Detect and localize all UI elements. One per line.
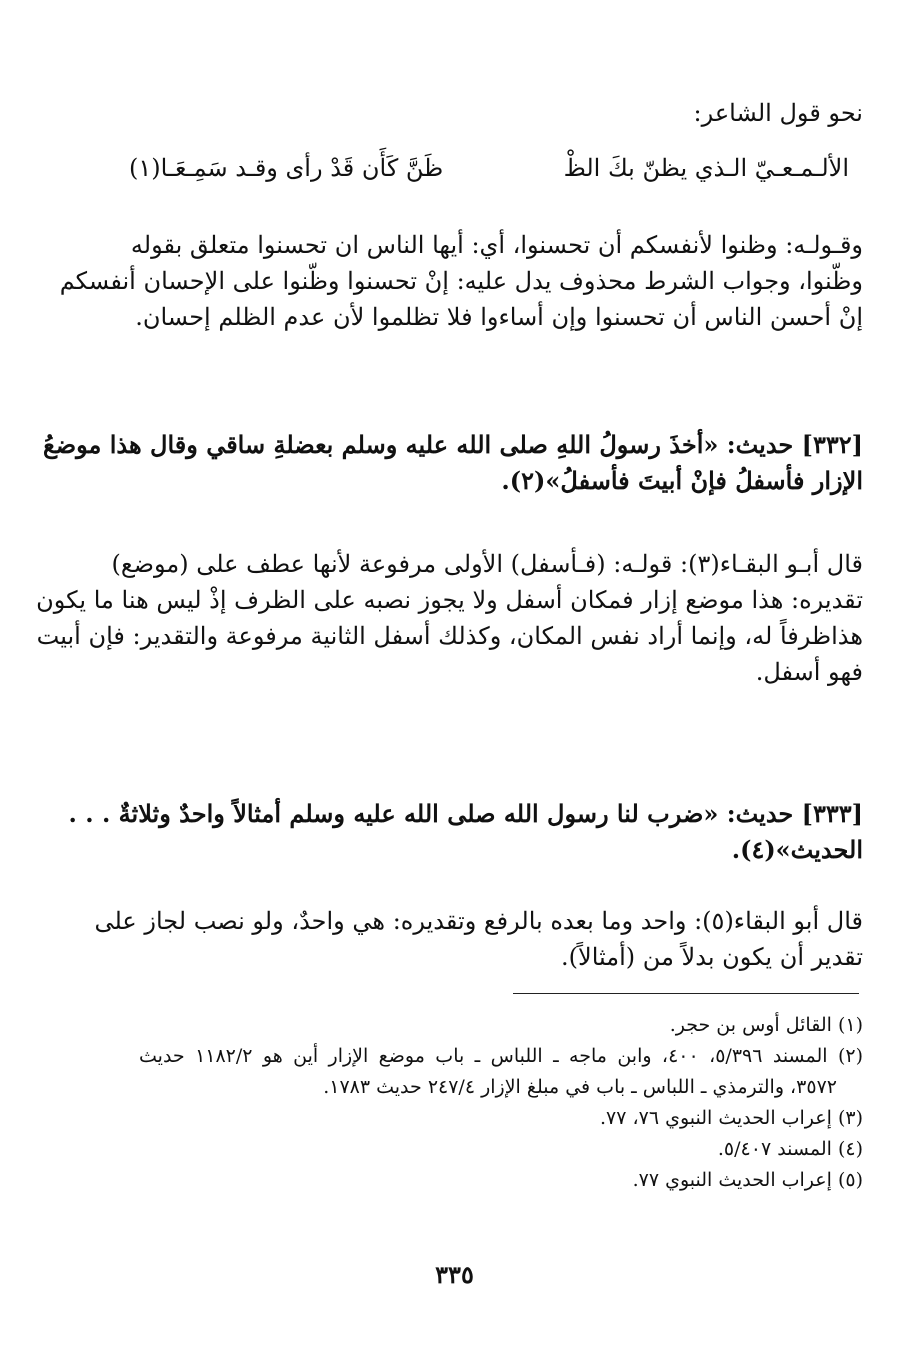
footnote-3: (٣) إعراب الحديث النبوي ٧٦، ٧٧. [599,1107,863,1129]
intro-line [141,95,863,131]
footnotes [139,1010,863,1196]
paragraph-line: إنْ أحسن الناس أن تحسنوا وإن أساءوا فلا تظلموا لأن عدم الظلم إحسان. [135,303,863,331]
paragraph-commentary-2 [36,546,863,690]
paragraph-commentary-3 [94,903,863,975]
hadith-line: [٣٣٢] حديث: «أخذَ رسولُ اللهِ صلى الله عليه وسلم بعضلةِ ساقي وقال هذا موضعُ [42,430,863,459]
poem-first-hemistich: الألـمـعـيّ الـذي يظنّ بكَ الظْ [563,154,849,182]
paragraph-line: تقدير أن يكون بدلاً من (أمثالاً). [561,943,863,971]
hadith-line: الحديث»(٤). [731,835,863,864]
footnote-separator [513,993,859,994]
poem-second-hemistich: ظَنَّ كَأَن قَدْ رأى وقـد سَمِـعَـا(١) [129,154,444,182]
footnote-2: (٢) المسند ٥/٣٩٦، ٤٠٠، وابن ماجه ـ اللباس ـ باب موضع الإزار أين هو ١١٨٢/٢ حديث [139,1045,863,1067]
footnote-4: (٤) المسند ٥/٤٠٧. [717,1138,863,1160]
page-number: ٣٣٥ [435,1260,474,1289]
hadith-line: الإزار فأسفلُ فإنْ أبيتَ فأسفلُ»(٢). [501,466,863,495]
hadith-332 [42,427,863,499]
intro-text: نحو قول الشاعر: [693,99,863,127]
paragraph-line: فهو أسفل. [755,658,863,686]
paragraph-line: تقديره: هذا موضع إزار فمكان أسفل ولا يجوز نصبه على الظرف إذْ ليس هنا ما يكون [36,586,863,614]
paragraph-line: قال أبـو البقـاء(٣): قولـه: (فـأسفل) الأولى مرفوعة لأنها عطف على (موضع) [111,550,863,578]
footnote-2-continuation: ٣٥٧٢، والترمذي ـ اللباس ـ باب في مبلغ الإزار ٢٤٧/٤ حديث ١٧٨٣. [323,1076,837,1098]
paragraph-line: هذاظرفاً له، وإنما أراد نفس المكان، وكذلك أسفل الثانية مرفوعة والتقدير: فإن أبيت [36,622,863,650]
paragraph-commentary-1 [59,227,863,335]
paragraph-line: وظّنوا، وجواب الشرط محذوف يدل عليه: إنْ تحسنوا وظّنوا على الإحسان أنفسكم [59,267,863,295]
paragraph-line: وقـولـه: وظنوا لأنفسكم أن تحسنوا، أي: أيها الناس ان تحسنوا متعلق بقوله [130,231,863,259]
hadith-line: [٣٣٣] حديث: «ضرب لنا رسول الله صلى الله عليه وسلم أمثالاً واحدٌ وثلاثةٌ . . . [68,799,863,828]
paragraph-line: قال أبو البقاء(٥): واحد وما بعده بالرفع وتقديره: هي واحدٌ، ولو نصب لجاز على [94,907,863,935]
footnote-5: (٥) إعراب الحديث النبوي ٧٧. [632,1169,863,1191]
poem-verse [129,150,849,190]
footnote-1: (١) القائل أوس بن حجر. [669,1014,863,1036]
hadith-333 [68,796,863,868]
